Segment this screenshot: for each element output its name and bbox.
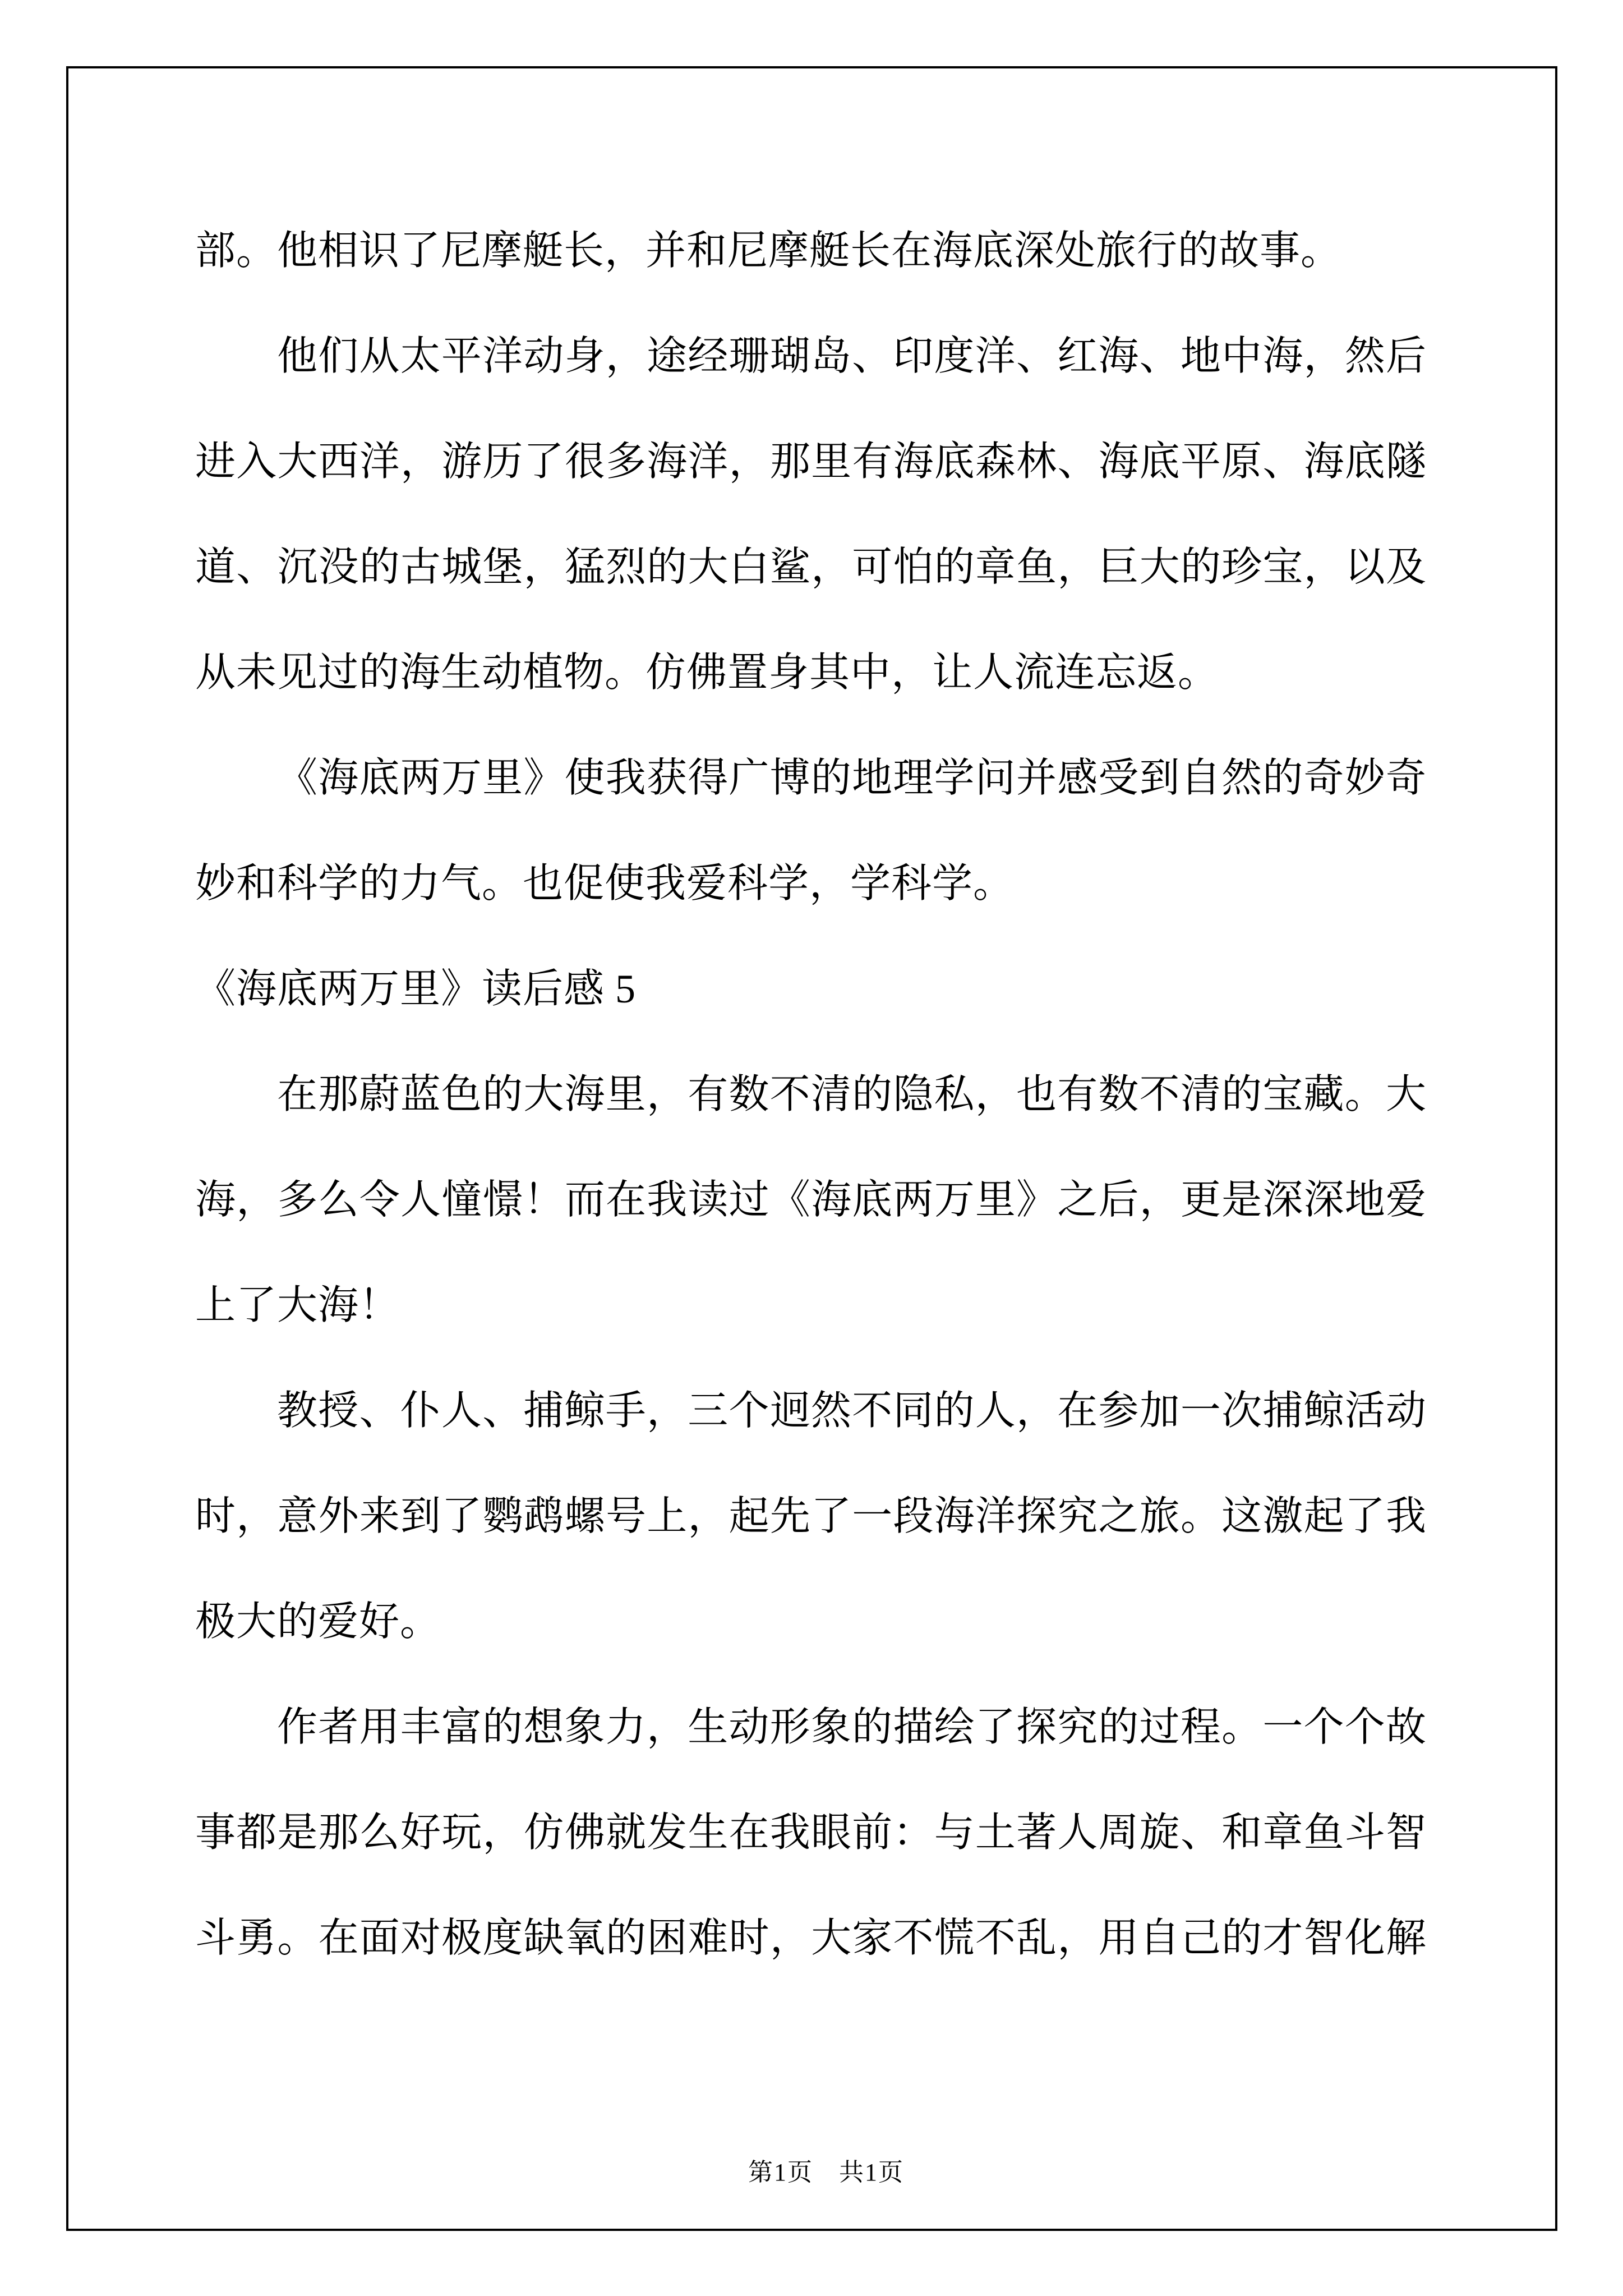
- text-line: 事都是那么好玩，仿佛就发生在我眼前：与土著人周旋、和章鱼斗智: [195, 1810, 1427, 1855]
- text-line: 教授、仆人、捕鲸手，三个迥然不同的人，在参加一次捕鲸活动: [277, 1388, 1427, 1433]
- text-line: 《海底两万里》使我获得广博的地理学问并感受到自然的奇妙奇: [277, 756, 1427, 800]
- body-text: [195, 198, 1427, 1991]
- text-line: 妙和科学的力气。也促使我爱科学，学科学。: [195, 861, 1015, 906]
- text-line: 上了大海！: [195, 1283, 400, 1328]
- text-line: 时，意外来到了鹦鹉螺号上，起先了一段海洋探究之旅。这激起了我: [195, 1494, 1427, 1539]
- text-line: 作者用丰富的想象力，生动形象的描绘了探究的过程。一个个故: [277, 1705, 1427, 1750]
- page-number-label: 第1页 共1页: [748, 2159, 904, 2186]
- text-line: 海，多么令人憧憬！而在我读过《海底两万里》之后，更是深深地爱: [195, 1177, 1427, 1222]
- text-line: 在那蔚蓝色的大海里，有数不清的隐私，也有数不清的宝藏。大: [277, 1072, 1427, 1117]
- text-line: 进入大西洋，游历了很多海洋，那里有海底森林、海底平原、海底隧: [195, 439, 1427, 484]
- text-line: 《海底两万里》读后感 5: [195, 967, 637, 1011]
- text-line: 从未见过的海生动植物。仿佛置身其中，让人流连忘返。: [195, 650, 1219, 695]
- text-line: 部。他相识了尼摩艇长，并和尼摩艇长在海底深处旅行的故事。: [195, 228, 1342, 273]
- text-line: 斗勇。在面对极度缺氧的困难时，大家不慌不乱，用自己的才智化解: [195, 1916, 1427, 1961]
- text-line: 他们从太平洋动身，途经珊瑚岛、印度洋、红海、地中海，然后: [277, 334, 1427, 379]
- text-line: 极大的爱好。: [195, 1599, 441, 1644]
- page-footer: [0, 2129, 1623, 2216]
- text-line: 道、沉没的古城堡，猛烈的大白鲨，可怕的章鱼，巨大的珍宝，以及: [195, 545, 1427, 590]
